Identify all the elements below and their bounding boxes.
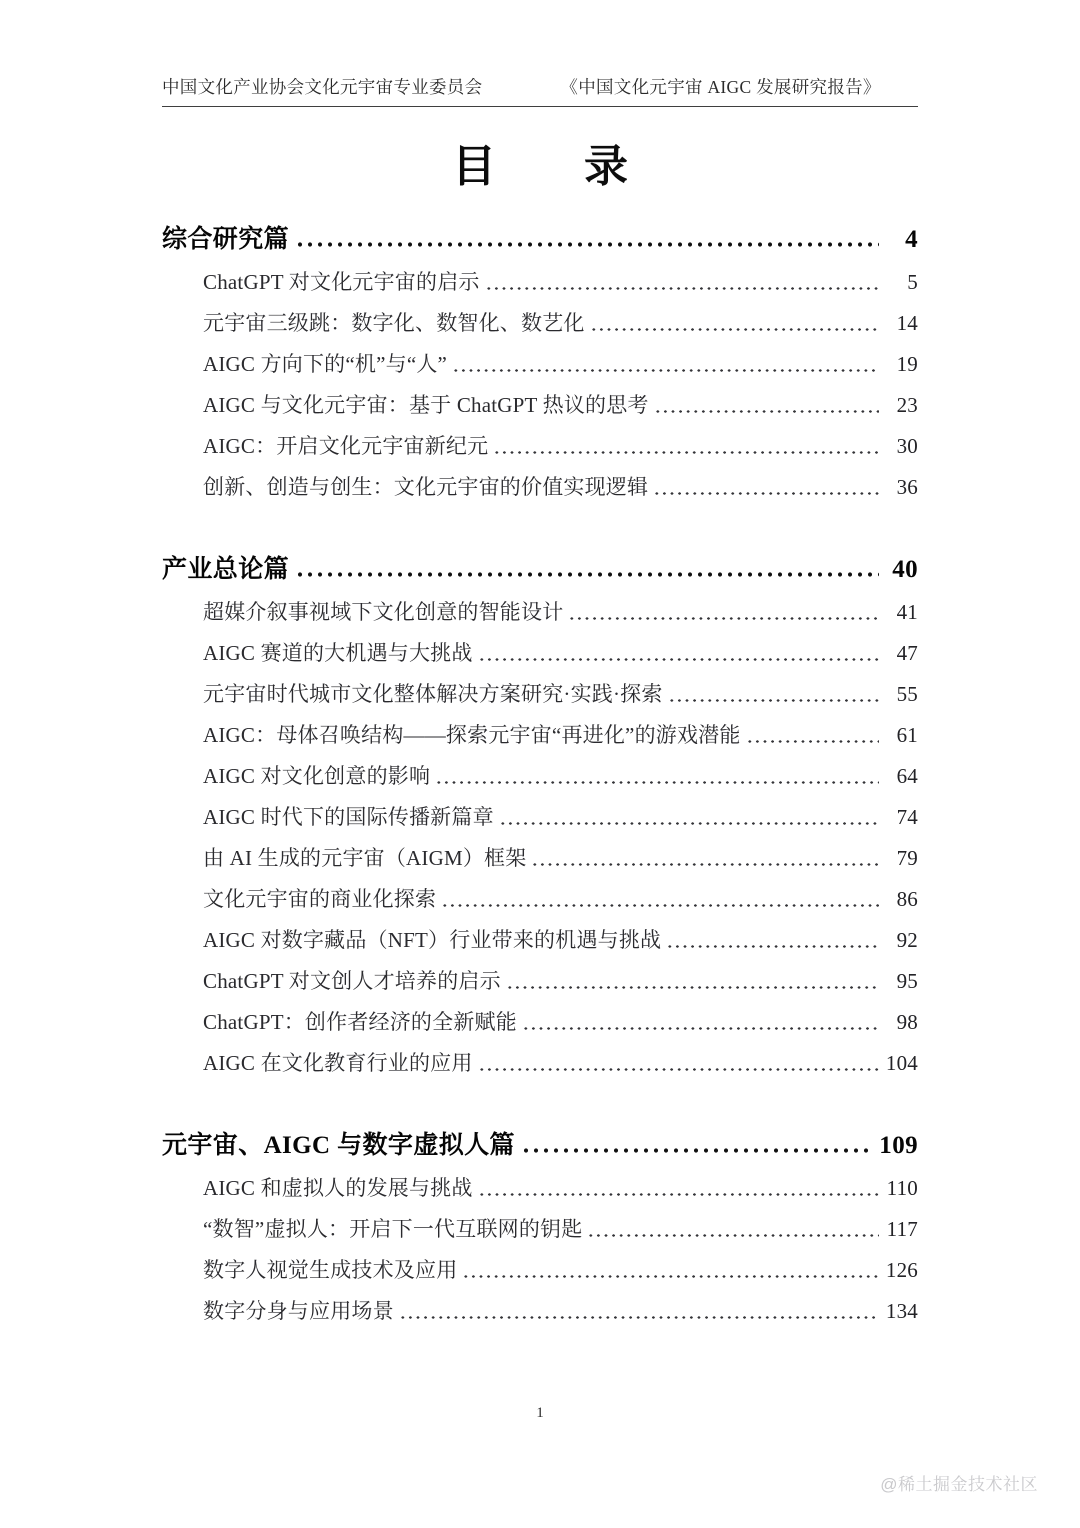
toc-entry[interactable] [162,420,918,461]
toc-entry-label: 由 AI 生成的元宇宙（AIGM）框架 [203,846,527,870]
toc-entry-label: AIGC：母体召唤结构——探索元宇宙“再进化”的游戏潜能 [203,723,741,747]
dot-leader [666,931,879,951]
section-spacer [162,502,918,546]
header-organization: 中国文化产业协会文化元宇宙专业委员会 [162,77,483,97]
dot-leader [399,1302,879,1322]
dot-leader [654,396,879,416]
dot-leader [587,1220,879,1240]
toc-entry[interactable] [162,1244,918,1285]
toc-entry-label: AIGC 在文化教育行业的应用 [203,1051,473,1075]
dot-leader [485,273,879,293]
toc-entry-label: ChatGPT：创作者经济的全新赋能 [203,1010,517,1034]
toc-entry[interactable] [162,586,918,627]
running-header [162,74,918,107]
toc-section-heading[interactable] [162,546,918,586]
dot-leader [452,355,879,375]
toc-entry[interactable] [162,832,918,873]
dot-leader [499,808,879,828]
toc-entry-page-number: 30 [896,434,918,458]
toc-section [162,546,918,1078]
toc-entry-label: AIGC 时代下的国际传播新篇章 [203,805,494,829]
toc-entry-label: AIGC 对文化创意的影响 [203,764,431,788]
toc-entry-page-number: 92 [896,928,918,952]
toc-entry-page-number: 74 [896,805,918,829]
toc-entry-page-number: 110 [886,1176,918,1200]
toc-entry[interactable] [162,1162,918,1203]
dot-leader [568,603,879,623]
dot-leader [531,849,879,869]
toc-entry-label: 元宇宙时代城市文化整体解决方案研究·实践·探索 [203,682,663,706]
toc-entry-label: AIGC 和虚拟人的发展与挑战 [203,1176,473,1200]
toc-entry-label: “数智”虚拟人：开启下一代互联网的钥匙 [203,1217,583,1241]
dot-leader [590,314,879,334]
toc-section-page-number: 4 [905,226,918,253]
dot-leader [522,1013,879,1033]
toc-entry-label: 创新、创造与创生：文化元宇宙的价值实现逻辑 [203,475,649,499]
toc-entry[interactable] [162,1037,918,1078]
dot-leader [441,890,879,910]
toc-entry-page-number: 47 [896,641,918,665]
section-spacer [162,1078,918,1122]
toc-section-heading[interactable] [162,1122,918,1162]
toc-entry-page-number: 23 [896,393,918,417]
toc-entry[interactable] [162,914,918,955]
toc-entry[interactable] [162,297,918,338]
toc-entry-label: ChatGPT 对文化元宇宙的启示 [203,270,480,294]
toc-entry-page-number: 86 [896,887,918,911]
toc-entry-page-number: 14 [896,311,918,335]
watermark: @稀土掘金技术社区 [880,1475,1038,1494]
toc-entry-label: AIGC 与文化元宇宙：基于 ChatGPT 热议的思考 [203,393,649,417]
dot-leader [295,557,879,581]
dot-leader [478,1054,879,1074]
header-report-title: 《中国文化元宇宙 AIGC 发展研究报告》 [560,77,881,97]
toc-entry[interactable] [162,668,918,709]
toc-section-heading-label: 元宇宙、AIGC 与数字虚拟人篇 [162,1132,515,1159]
toc-entry-label: ChatGPT 对文创人才培养的启示 [203,969,501,993]
toc-entry-page-number: 64 [896,764,918,788]
toc-entry-page-number: 79 [896,846,918,870]
page-title: 目 录 [452,142,650,191]
toc-entry-page-number: 98 [896,1010,918,1034]
toc-entry-label: AIGC 对数字藏品（NFT）行业带来的机遇与挑战 [203,928,662,952]
toc-entry[interactable] [162,461,918,502]
toc-entry[interactable] [162,873,918,914]
toc-entry[interactable] [162,379,918,420]
toc-entry-page-number: 55 [896,682,918,706]
toc-section-heading-label: 产业总论篇 [162,556,290,583]
dot-leader [746,726,879,746]
toc-entry-label: 文化元宇宙的商业化探索 [203,887,437,911]
toc-entry-label: 数字分身与应用场景 [203,1299,394,1323]
toc-entry-page-number: 19 [896,352,918,376]
dot-leader [478,644,879,664]
dot-leader [478,1179,879,1199]
toc-section-heading[interactable] [162,216,918,256]
toc-section-heading-label: 综合研究篇 [162,226,290,253]
toc-entry-page-number: 41 [896,600,918,624]
toc-section [162,216,918,502]
dot-leader [462,1261,878,1281]
footer-page-number: 1 [536,1405,544,1421]
dot-leader [668,685,879,705]
dot-leader [493,437,879,457]
toc-entry-label: 元宇宙三级跳：数字化、数智化、数艺化 [203,311,585,335]
dot-leader [295,227,879,251]
toc-entry[interactable] [162,338,918,379]
toc-entry-page-number: 95 [896,969,918,993]
dot-leader [521,1133,874,1157]
toc-entry[interactable] [162,1203,918,1244]
toc-entry-page-number: 104 [885,1051,918,1075]
toc-section-page-number: 109 [879,1132,918,1159]
dot-leader [435,767,879,787]
toc-entry[interactable] [162,1285,918,1326]
toc-entry[interactable] [162,627,918,668]
toc-entry-page-number: 117 [886,1217,918,1241]
toc-entry[interactable] [162,709,918,750]
toc-entry-page-number: 5 [907,270,918,294]
toc-entry-page-number: 126 [885,1258,918,1282]
toc-entry-label: 超媒介叙事视域下文化创意的智能设计 [203,600,564,624]
toc-entry-label: AIGC 方向下的“机”与“人” [203,352,448,376]
toc-entry[interactable] [162,256,918,297]
toc-entry-page-number: 61 [896,723,918,747]
toc-section [162,1122,918,1326]
toc-entry-label: AIGC：开启文化元宇宙新纪元 [203,434,489,458]
toc-entry[interactable] [162,955,918,996]
toc-entry-label: AIGC 赛道的大机遇与大挑战 [203,641,473,665]
toc-section-page-number: 40 [892,556,918,583]
toc-entry[interactable] [162,996,918,1037]
toc-entry[interactable] [162,791,918,832]
dot-leader [506,972,879,992]
dot-leader [653,478,879,498]
toc-entry[interactable] [162,750,918,791]
toc-entry-page-number: 134 [885,1299,918,1323]
table-of-contents [162,216,918,1326]
toc-entry-label: 数字人视觉生成技术及应用 [203,1258,458,1282]
toc-entry-page-number: 36 [896,475,918,499]
